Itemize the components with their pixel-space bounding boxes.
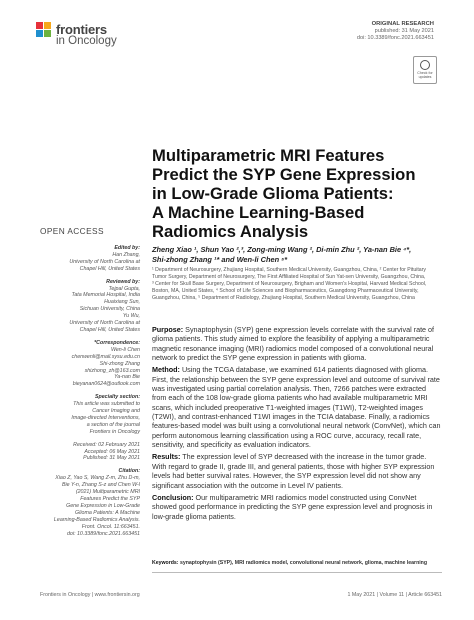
sidebar-line: Huaixiang Sun, (104, 299, 140, 306)
sidebar-line: Chapel Hill, United States (79, 326, 140, 333)
edited-by-block (40, 245, 140, 273)
correspondence-heading: *Correspondence: (94, 339, 140, 346)
sidebar-line: Han Zhang, (112, 251, 140, 258)
correspondence-block (40, 340, 140, 388)
abstract-method (152, 365, 442, 449)
journal-name: frontiers (56, 22, 107, 37)
abstract-results (152, 452, 442, 489)
sidebar-line: Wen-li Chen (110, 346, 140, 353)
article-title (152, 146, 442, 241)
abstract-purpose (152, 325, 442, 362)
sidebar-line: Ya-nan Bie (114, 374, 140, 381)
title-line: Radiomics Analysis (152, 222, 309, 241)
affiliation-line: ³ Center for Skull Base Surgery, Department of Neurosurgery, Brigham and Women's Hospital, Harvard Medical School, (152, 281, 427, 287)
abstract-text: Using the TCGA database, we examined 614 patients diagnosed with glioma. First, the relationship between the SYP gene expression level and outcome of survival rate was investigated using partial correlation analysis. Then, 7266 patches were extracted from each of the 108 low-grade glioma patients who had available multiparametric MRI scans, which included preoperative T1-weighted images (T1WI), T2-weighted images (T2WI), and contrast-enhanced T1WI images in the TCIA database. Finally, a radiomics features-based model was built using a convolutional neural network (ConvNet), which can perform autonomous learning classification using a ROC curve, accuracy, recall rate, sensitivity, and specificity as evaluation indicators. (152, 365, 441, 450)
reviewed-by-block (40, 279, 140, 334)
sidebar-line: Tata Memorial Hospital, India (71, 292, 140, 299)
sidebar-line: Frontiers in Oncology (89, 428, 140, 435)
sidebar-line: Cancer Imaging and (92, 408, 140, 415)
journal-logo[interactable] (36, 22, 117, 47)
sidebar-line: Tejpal Gupta, (108, 285, 140, 292)
footer-journal-link[interactable]: Frontiers in Oncology | www.frontiersin.org (40, 592, 140, 598)
sidebar-line: Yu Wu, (122, 313, 140, 320)
author-line: Shi-zhong Zhang ¹* and Wen-li Chen ⁵* (152, 255, 288, 264)
sidebar-line: Front. Oncol. 11:663451. (81, 523, 140, 530)
title-line: A Machine Learning-Based (152, 203, 365, 222)
doi-link[interactable]: doi: 10.3389/fonc.2021.663451 (356, 35, 434, 41)
abstract-conclusion (152, 493, 442, 521)
sidebar-line: a section of the journal (86, 421, 140, 428)
update-icon (420, 60, 430, 70)
specialty-heading: Specialty section: (94, 394, 140, 401)
badge-line-1: Check for (417, 71, 433, 75)
sidebar-line: Xiao Z, Yao S, Wang Z-m, Zhu D-m, (55, 475, 140, 482)
author-list (152, 245, 442, 265)
keywords-label: Keywords: (152, 560, 179, 566)
open-access-label: OPEN ACCESS (40, 226, 104, 236)
abstract-text: The expression level of SYP decreased with the increase in the tumor grade. With regard to grade II, grade III, and general patients, those with higher SYP expression levels had better survival rates. However, the SYP expression level did not show any significant association with the outcome in Level IV patients. (152, 452, 435, 490)
abstract-label: Method: (152, 365, 180, 375)
dates-block (40, 442, 140, 463)
received-date: Received: 02 February 2021 (73, 441, 140, 448)
published-date: published: 31 May 2021 (374, 28, 434, 34)
affiliation-line: Boston, MA, United States, ⁴ School of Life Sciences and Biopharmaceutics, Guangdong Pharmaceutical University, (152, 288, 419, 294)
specialty-section-block (40, 394, 140, 435)
affiliation-line: Tumor Surgery, Department of Neurosurgery, The First Affiliated Hospital of Sun Yat-sen University, Guangzhou, China, (152, 274, 426, 280)
divider (152, 572, 442, 573)
sidebar-line: Gene Expression in Low-Grade (66, 502, 140, 509)
sidebar-line: Glioma Patients: A Machine (75, 509, 140, 516)
sidebar-line: Sichuan University, China (79, 306, 140, 313)
affiliation-line: Guangzhou, China, ⁵ Department of Radiology, Zhujiang Hospital, Southern Medical University, Guangzhou, China (152, 295, 415, 301)
accepted-date: Accepted: 06 May 2021 (84, 448, 140, 455)
abstract-label: Purpose: (152, 325, 184, 334)
abstract (152, 325, 442, 524)
sidebar-line: Image-directed Interventions, (71, 414, 140, 421)
sidebar-line: Chapel Hill, United States (79, 265, 140, 272)
keywords-text: synaptophysin (SYP), MRI radiomics model, convolutional neural network, glioma, machine learning (179, 560, 428, 566)
sidebar-line: This article was submitted to (73, 401, 140, 408)
sidebar-line: Shi-zhong Zhang (99, 360, 140, 367)
author-line: Zheng Xiao ¹, Shun Yao ²,³, Zong-ming Wang ², Di-min Zhu ², Ya-nan Bie ⁴*, (152, 245, 412, 254)
keywords (152, 560, 442, 567)
citation-heading: Citation: (118, 468, 140, 475)
email-link[interactable]: shizhong_zh@163.com (84, 367, 140, 374)
abstract-text: Our multiparametric MRI radiomics model constructed using ConvNet showed good performance in predicting the SYP gene expression level and prognosis in low-grade glioma patients. (152, 492, 433, 521)
journal-section: in Oncology (56, 35, 117, 47)
article-sidebar (40, 245, 140, 543)
check-for-updates-badge[interactable] (413, 56, 437, 84)
citation-block (40, 468, 140, 537)
sidebar-line: Learning-Based Radiomics Analysis. (53, 516, 140, 523)
footer-volume-info: 1 May 2021 | Volume 11 | Article 663451 (347, 592, 442, 598)
edited-by-heading: Edited by: (114, 245, 140, 251)
sidebar-line: (2021) Multiparametric MRI (75, 489, 140, 496)
sidebar-line: University of North Carolina at (69, 320, 140, 327)
abstract-text: Synaptophysin (SYP) gene expression levels correlate with the survival rate of glioma patients. This study aimed to explore the feasibility of applying a multiparametric magnetic resonance imaging (MRI) radiomics model composed of a convolutional neural network to predict the SYP gene expression in patients with glioma. (152, 325, 435, 363)
title-line: Predict the SYP Gene Expression (152, 165, 416, 184)
sidebar-line: Features Predict the SYP (80, 496, 140, 502)
email-link[interactable]: bieyanan0624@outlook.com (72, 381, 140, 388)
reviewed-by-heading: Reviewed by: (106, 278, 140, 285)
title-line: Multiparametric MRI Features (152, 146, 385, 165)
sidebar-line: Bie Y-n, Zhang S-z and Chen W-l (61, 482, 140, 489)
email-link[interactable]: chenwenli@mail.sysu.edu.cn (71, 353, 140, 360)
article-type: ORIGINAL RESEARCH (371, 21, 434, 27)
abstract-label: Results: (152, 452, 181, 462)
affiliation-line: ¹ Department of Neurosurgery, Zhujiang Hospital, Southern Medical University, Guangzhou, China, ² Center for Pituitary (152, 267, 427, 273)
sidebar-line: University of North Carolina at (69, 258, 140, 265)
badge-line-2: updates (418, 75, 432, 79)
citation-doi-link[interactable]: doi: 10.3389/fonc.2021.663451 (66, 530, 140, 537)
article-meta (357, 21, 434, 42)
affiliations (152, 267, 442, 302)
title-line: in Low-Grade Glioma Patients: (152, 184, 394, 203)
frontiers-logo-icon (36, 22, 52, 38)
published-date-side: Published: 31 May 2021 (83, 455, 140, 462)
abstract-label: Conclusion: (152, 492, 194, 502)
